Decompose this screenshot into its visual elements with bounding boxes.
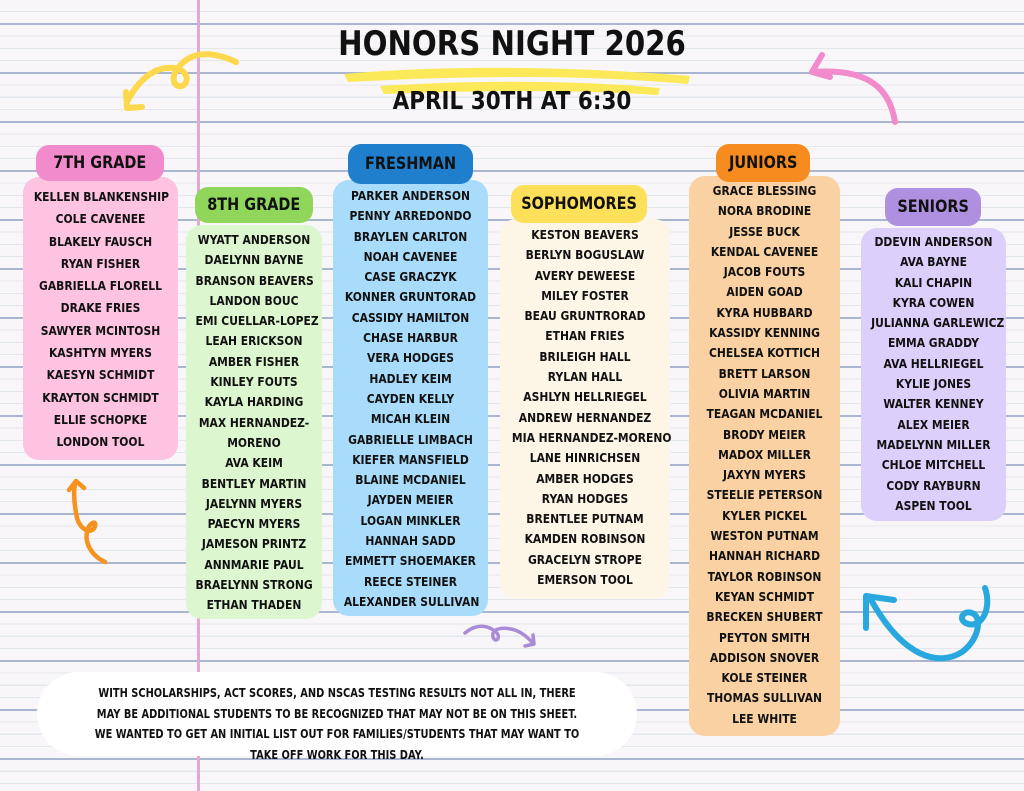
student-name: THOMAS SULLIVAN [706,690,823,706]
orange-curly-arrow-icon [55,470,125,570]
student-name: MADELYNN MILLER [876,436,991,452]
student-name: BRAELYNN STRONG [195,577,313,593]
student-name: KAESYN SCHMIDT [46,367,155,383]
student-name: KYLIE JONES [895,376,972,392]
student-name: ANNMARIE PAUL [204,556,304,572]
student-name: AVERY DEWEESE [534,267,636,283]
student-name: WESTON PUTNAM [710,528,819,544]
student-name: BRECKEN SHUBERT [706,609,823,625]
student-name: WYATT ANDERSON [197,232,311,247]
student-name: ALEXANDER SULLIVAN [343,593,480,609]
student-name: CHELSEA KOTTICH [708,345,821,361]
student-name: REECE STEINER [364,573,457,589]
student-name: OLIVIA MARTIN [718,385,811,401]
grade-column-seniors [861,188,1006,521]
student-name: RYLAN HALL [547,369,623,385]
student-name: LANDON BOUC [209,292,299,308]
student-name: CHASE HARBUR [363,330,458,346]
student-list [186,230,322,616]
disclaimer-text: WITH SCHOLARSHIPS, ACT SCORES, AND NSCAS TESTING RESULTS NOT ALL IN, THERE MAY BE ADDITIONAL STUDENTS TO BE RECOGNIZED THAT MAY NOT BE ON THIS SHEET. WE WANTED TO GET AN INITIAL LIST OUT FOR FAMILIES/STUDENTS THAT MAY WANT TO TAKE OFF WORK FOR THIS DAY. [94,686,580,762]
student-name: EMMA GRADDY [887,335,980,351]
student-name: RYAN FISHER [60,255,141,271]
student-name: LEE WHITE [732,710,797,726]
student-name: MICAH KLEIN [370,411,451,427]
student-name: GRACELYN STROPE [527,551,643,567]
student-name: WALTER KENNEY [883,396,984,412]
student-list [689,181,840,729]
student-name: KESTON BEAVERS [531,227,639,242]
student-name: KASSIDY KENNING [709,325,820,341]
student-name: RYAN HODGES [541,490,629,506]
student-name: BRENTLEE PUTNAM [526,511,644,527]
yellow-curly-arrow-icon [100,40,250,130]
student-name: EMMETT SHOEMAKER [345,553,476,569]
student-name: KEYAN SCHMIDT [714,588,815,604]
student-name: BLAKELY FAUSCH [48,233,153,249]
student-name: HADLEY KEIM [369,370,452,386]
blue-curly-arrow-icon [850,580,1000,680]
page-title: HONORS NIGHT 2026 [338,24,686,64]
student-name: SAWYER MCINTOSH [40,322,161,338]
student-name: HANNAH RICHARD [708,548,821,564]
student-name: STEELIE PETERSON [706,487,823,503]
student-name: COLE CAVENEE [55,211,146,227]
student-name: KYRA COWEN [892,294,975,310]
student-name: DRAKE FRIES [60,300,141,316]
student-name: KELLEN BLANKENSHIP [33,189,169,204]
student-name: JESSE BUCK [729,223,800,239]
student-name: BRANSON BEAVERS [195,272,314,288]
student-name: DDEVIN ANDERSON [874,234,993,249]
student-name: LANE HINRICHSEN [529,450,641,466]
student-name: MADOX MILLER [718,446,811,462]
grade-label: JUNIORS [728,153,798,173]
student-list [861,232,1006,516]
student-name: CHLOE MITCHELL [881,457,986,473]
grade-tab-seniors [885,188,981,226]
student-name: ELLIE SCHOPKE [53,411,148,427]
student-name: KYLER PICKEL [722,507,807,523]
student-name: PENNY ARREDONDO [349,208,472,224]
student-name: LONDON TOOL [56,434,145,450]
student-name: KAMDEN ROBINSON [524,531,646,547]
grade-tab-sophomores [511,185,647,223]
student-name: KENDAL CAVENEE [710,243,819,259]
student-name: TAYLOR ROBINSON [707,568,822,584]
student-name: AMBER HODGES [536,470,634,486]
student-name: AIDEN GOAD [726,284,803,300]
student-name: ALEX MEIER [897,416,970,432]
student-name: ASHLYN HELLRIEGEL [523,389,647,405]
student-name: CASSIDY HAMILTON [351,309,470,325]
student-name: CASE GRACZYK [364,269,457,285]
student-name: AVA BAYNE [900,254,967,270]
grade-tab-juniors [716,144,810,182]
disclaimer-note [37,672,637,762]
student-list [500,225,670,590]
student-name: KASHTYN MYERS [48,345,153,361]
student-name: MILEY FOSTER [541,287,629,303]
grade-label: 7TH GRADE [53,153,147,173]
grade-label: SENIORS [897,197,969,217]
student-name: KONNER GRUNTORAD [344,289,477,305]
student-name: ETHAN FRIES [545,328,625,344]
student-name: PEYTON SMITH [719,629,810,645]
student-list [23,186,178,454]
student-name: PARKER ANDERSON [351,188,470,203]
student-name: BRAYLEN CARLTON [353,228,468,244]
student-name: JAYDEN MEIER [367,492,454,508]
student-name: ASPEN TOOL [895,497,972,513]
student-name: JAXYN MYERS [723,467,806,483]
student-name: CODY RAYBURN [886,477,981,493]
student-name: AVA KEIM [225,455,283,471]
pink-curved-arrow-icon [800,40,910,130]
student-name: EMERSON TOOL [537,572,633,588]
student-name: DAELYNN BAYNE [204,252,304,268]
grade-tab-7th [36,145,164,181]
student-name: KINLEY FOUTS [210,374,298,390]
student-name: HANNAH SADD [365,533,456,549]
purple-curly-arrow-icon [455,615,545,655]
student-name: GRACE BLESSING [712,183,817,198]
student-name: JACOB FOUTS [723,264,806,280]
student-name: BLAINE MCDANIEL [355,472,466,488]
student-name: JAELYNN MYERS [205,495,303,511]
student-name: BENTLEY MARTIN [201,475,307,491]
grade-column-8th [186,187,322,619]
student-name: TEAGAN MCDANIEL [706,406,823,422]
student-name: AMBER FISHER [208,353,300,369]
student-name: ADDISON SNOVER [709,649,820,665]
grade-column-freshman [333,144,488,616]
student-name: LEAH ERICKSON [205,333,303,349]
student-name: BRODY MEIER [723,426,806,442]
student-name: GABRIELLE LIMBACH [348,431,473,447]
student-name: KOLE STEINER [721,670,808,686]
student-name: BERLYN BOGUSLAW [525,247,645,263]
student-name: ANDREW HERNANDEZ [518,409,652,425]
student-name: VERA HODGES [367,350,454,366]
student-name: AVA HELLRIEGEL [883,355,984,371]
student-name: PAECYN MYERS [207,516,301,532]
grade-column-7th [23,145,178,460]
student-name: BEAU GRUNTRORAD [524,308,646,324]
grade-tab-8th [195,187,313,223]
student-name: KALI CHAPIN [894,274,973,290]
student-name: KIEFER MANSFIELD [352,451,469,467]
student-name: MIA HERNANDEZ-MORENO [511,429,672,445]
student-name: JAMESON PRINTZ [201,536,307,552]
student-name: EMI CUELLAR-LOPEZ [195,313,319,329]
grade-column-juniors [689,144,840,736]
student-name: KRAYTON SCHMIDT [42,389,159,405]
student-name: KYRA HUBBARD [716,304,813,320]
student-name: MORENO [227,434,281,450]
student-name: NORA BRODINE [717,203,812,219]
student-name: CAYDEN KELLY [366,390,455,406]
event-date-time: APRIL 30TH AT 6:30 [392,86,632,115]
student-name: BRILEIGH HALL [539,348,631,364]
student-name: JULIANNA GARLEWICZ [871,315,1005,331]
grade-column-sophomores [500,185,670,599]
student-name: GABRIELLA FLORELL [38,278,162,294]
student-name: BRETT LARSON [718,365,811,381]
student-name: LOGAN MINKLER [360,512,461,528]
grade-tab-freshman [348,144,473,184]
student-name: ETHAN THADEN [206,597,302,613]
grade-label: SOPHOMORES [521,194,637,214]
student-name: KAYLA HARDING [204,394,304,410]
grade-label: 8TH GRADE [207,195,301,215]
student-name: NOAH CAVENEE [363,248,458,264]
student-name: MAX HERNANDEZ- [198,414,310,430]
grade-label: FRESHMAN [364,154,457,174]
student-list [333,186,488,612]
